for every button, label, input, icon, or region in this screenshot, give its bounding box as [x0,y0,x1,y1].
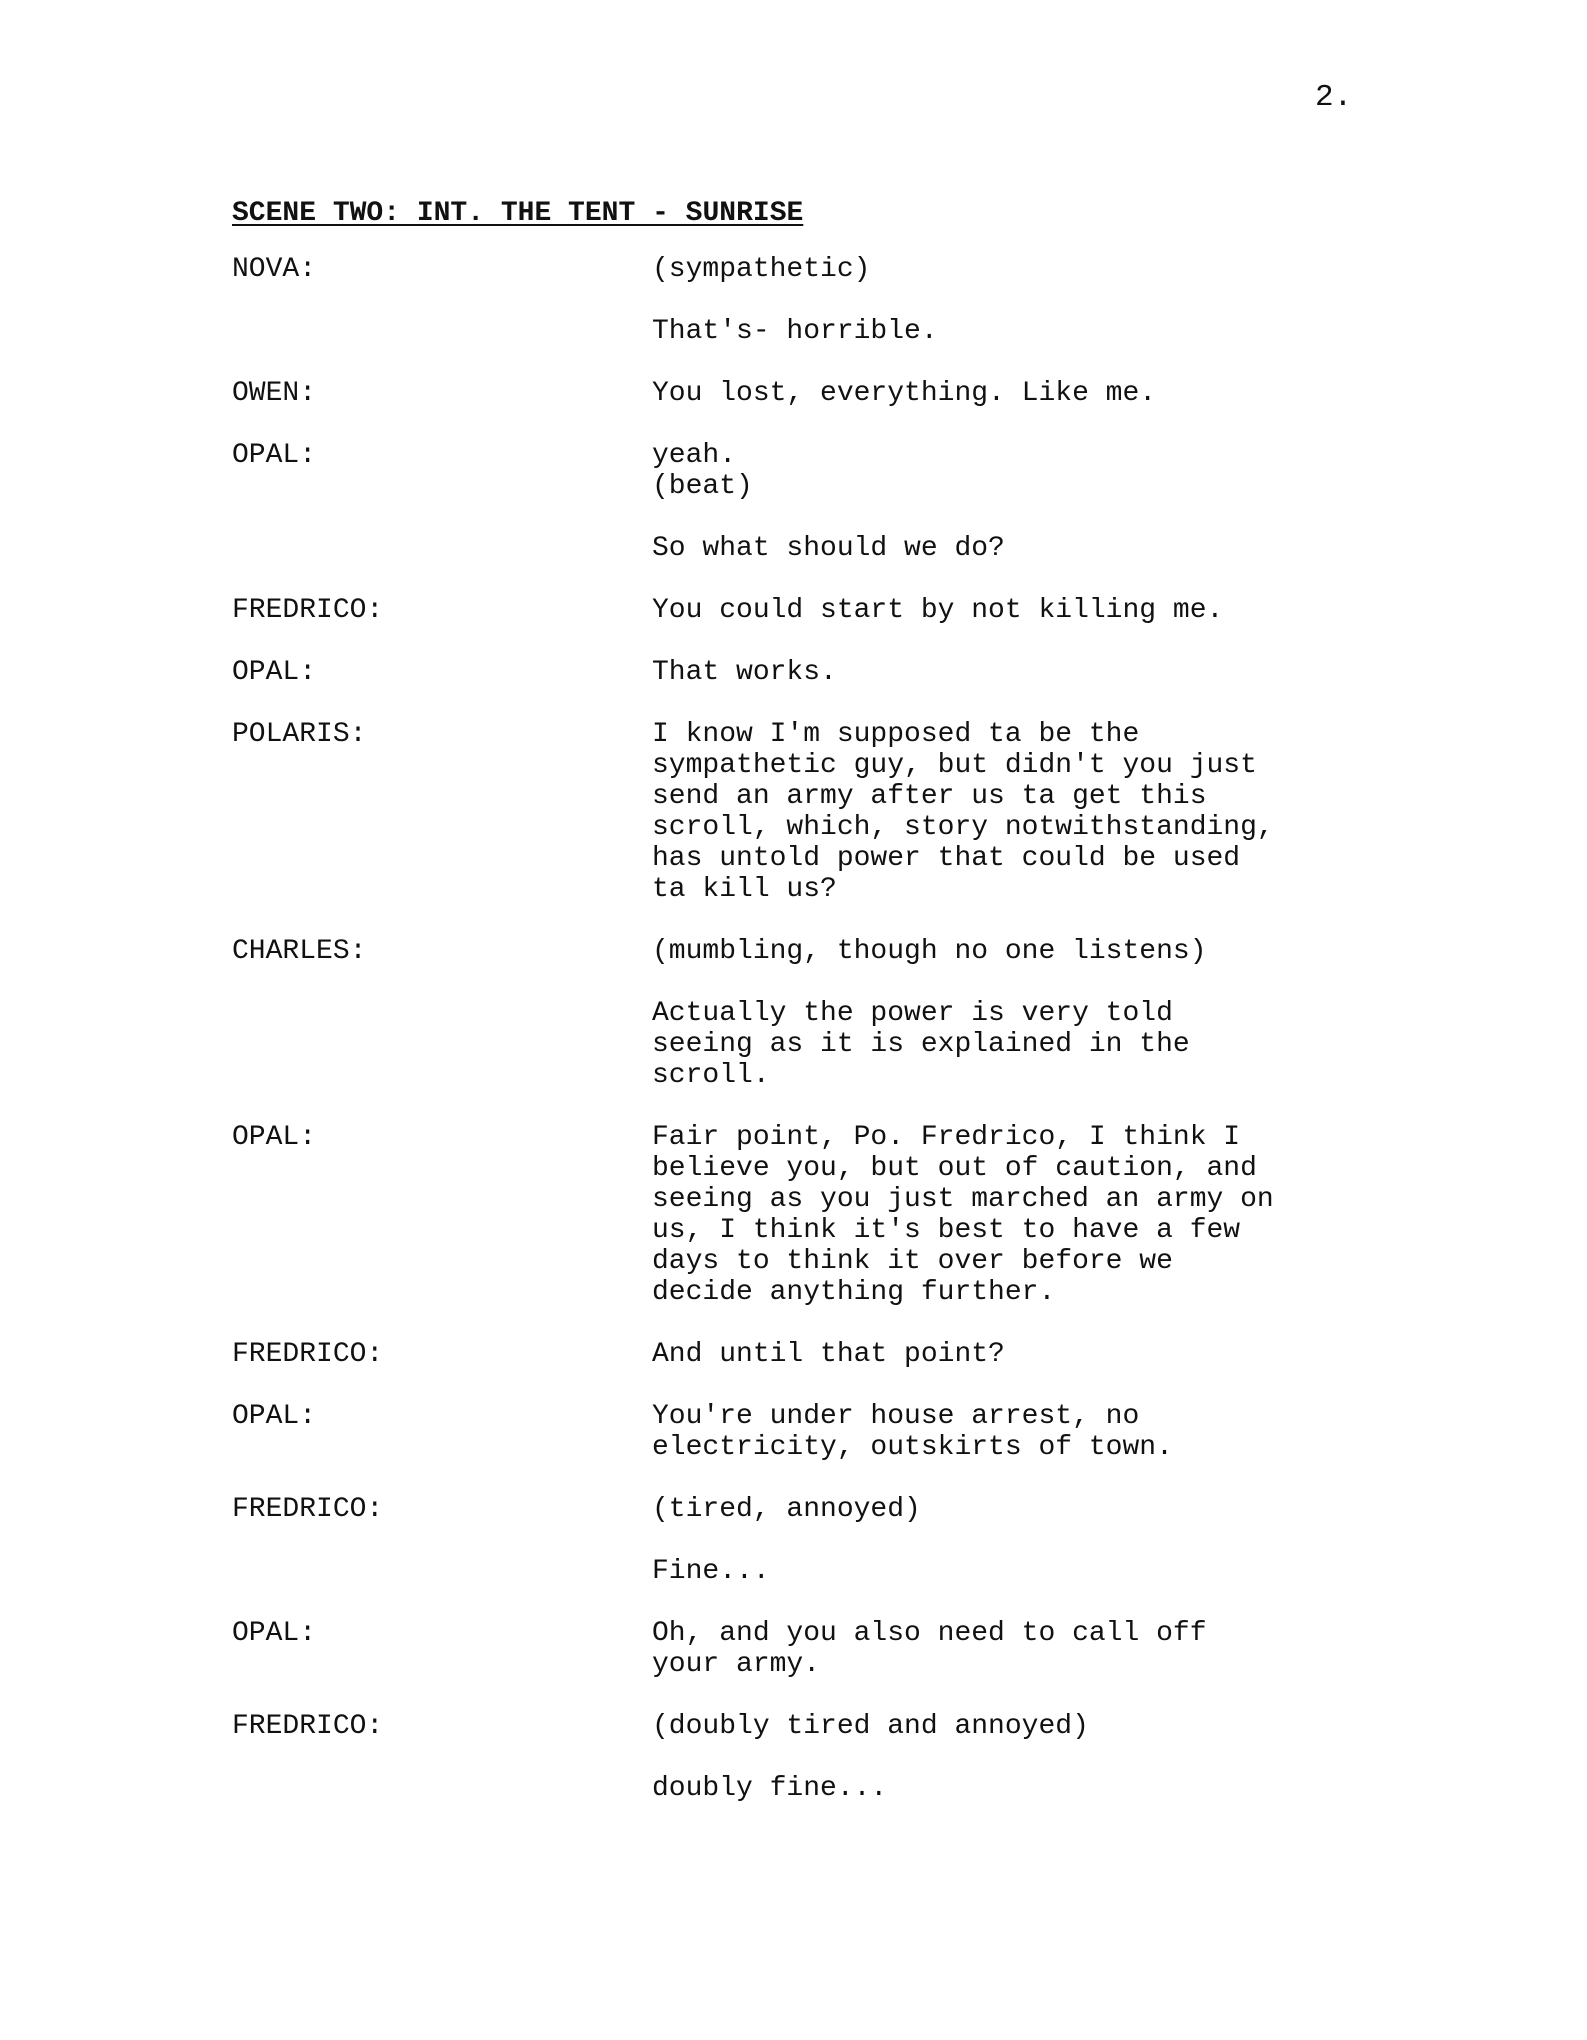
dialogue-line: Oh, and you also need to call off your army. [652,1618,1207,1680]
dialogue-block [232,595,1412,626]
character-name [232,1556,652,1587]
character-name [232,998,652,1091]
dialogue-line: Fine... [652,1556,770,1587]
dialogue-line: (doubly tired and annoyed) [652,1711,1089,1742]
character-name: OWEN: [232,378,317,409]
dialogue-block [232,1618,1412,1680]
dialogue-block [232,533,1412,564]
dialogue-line: (sympathetic) [652,254,871,285]
dialogue-block [232,1711,1412,1742]
dialogue-block [232,719,1412,905]
dialogue-block [232,1494,1412,1525]
character-name [232,316,652,347]
dialogue-line: yeah. (beat) [652,440,753,502]
character-name: OPAL: [232,657,317,688]
script-body [232,254,1412,1835]
dialogue-line: Actually the power is very told seeing as it is explained in the scroll. [652,998,1190,1091]
character-name: POLARIS: [232,719,367,750]
dialogue-line: You could start by not killing me. [652,595,1224,626]
character-name: OPAL: [232,1618,317,1649]
dialogue-block [232,1122,1412,1308]
dialogue-block [232,936,1412,967]
dialogue-line: So what should we do? [652,533,1005,564]
character-name: OPAL: [232,440,317,471]
dialogue-line: Fair point, Po. Fredrico, I think I believe you, but out of caution, and seeing as you just marched an army on us, I think it's best to have a few days to think it over before we decide anything further. [652,1122,1274,1308]
character-name: FREDRICO: [232,1339,384,1370]
dialogue-block [232,440,1412,502]
character-name [232,533,652,564]
dialogue-block [232,657,1412,688]
dialogue-block [232,1339,1412,1370]
character-name: FREDRICO: [232,1494,384,1525]
character-name: OPAL: [232,1401,317,1432]
dialogue-block [232,1556,1412,1587]
character-name: FREDRICO: [232,1711,384,1742]
page-number: 2. [1315,80,1353,115]
dialogue-line: You lost, everything. Like me. [652,378,1157,409]
dialogue-block [232,378,1412,409]
dialogue-line: And until that point? [652,1339,1005,1370]
character-name: NOVA: [232,254,317,285]
dialogue-line: You're under house arrest, no electricity, outskirts of town. [652,1401,1173,1463]
dialogue-block [232,1401,1412,1463]
dialogue-line: That's- horrible. [652,316,938,347]
character-name: FREDRICO: [232,595,384,626]
dialogue-block [232,316,1412,347]
dialogue-line: That works. [652,657,837,688]
character-name [232,1773,652,1804]
dialogue-line: (mumbling, though no one listens) [652,936,1207,967]
character-name: CHARLES: [232,936,367,967]
dialogue-block [232,254,1412,285]
scene-heading: SCENE TWO: INT. THE TENT - SUNRISE [232,198,804,229]
dialogue-block [232,998,1412,1091]
dialogue-block [232,1773,1412,1804]
dialogue-line: doubly fine... [652,1773,888,1804]
dialogue-line: I know I'm supposed ta be the sympathetic guy, but didn't you just send an army after us ta get this scroll, which, story notwithstanding, has untold power that could be used ta kill us? [652,719,1274,905]
dialogue-line: (tired, annoyed) [652,1494,921,1525]
character-name: OPAL: [232,1122,317,1153]
